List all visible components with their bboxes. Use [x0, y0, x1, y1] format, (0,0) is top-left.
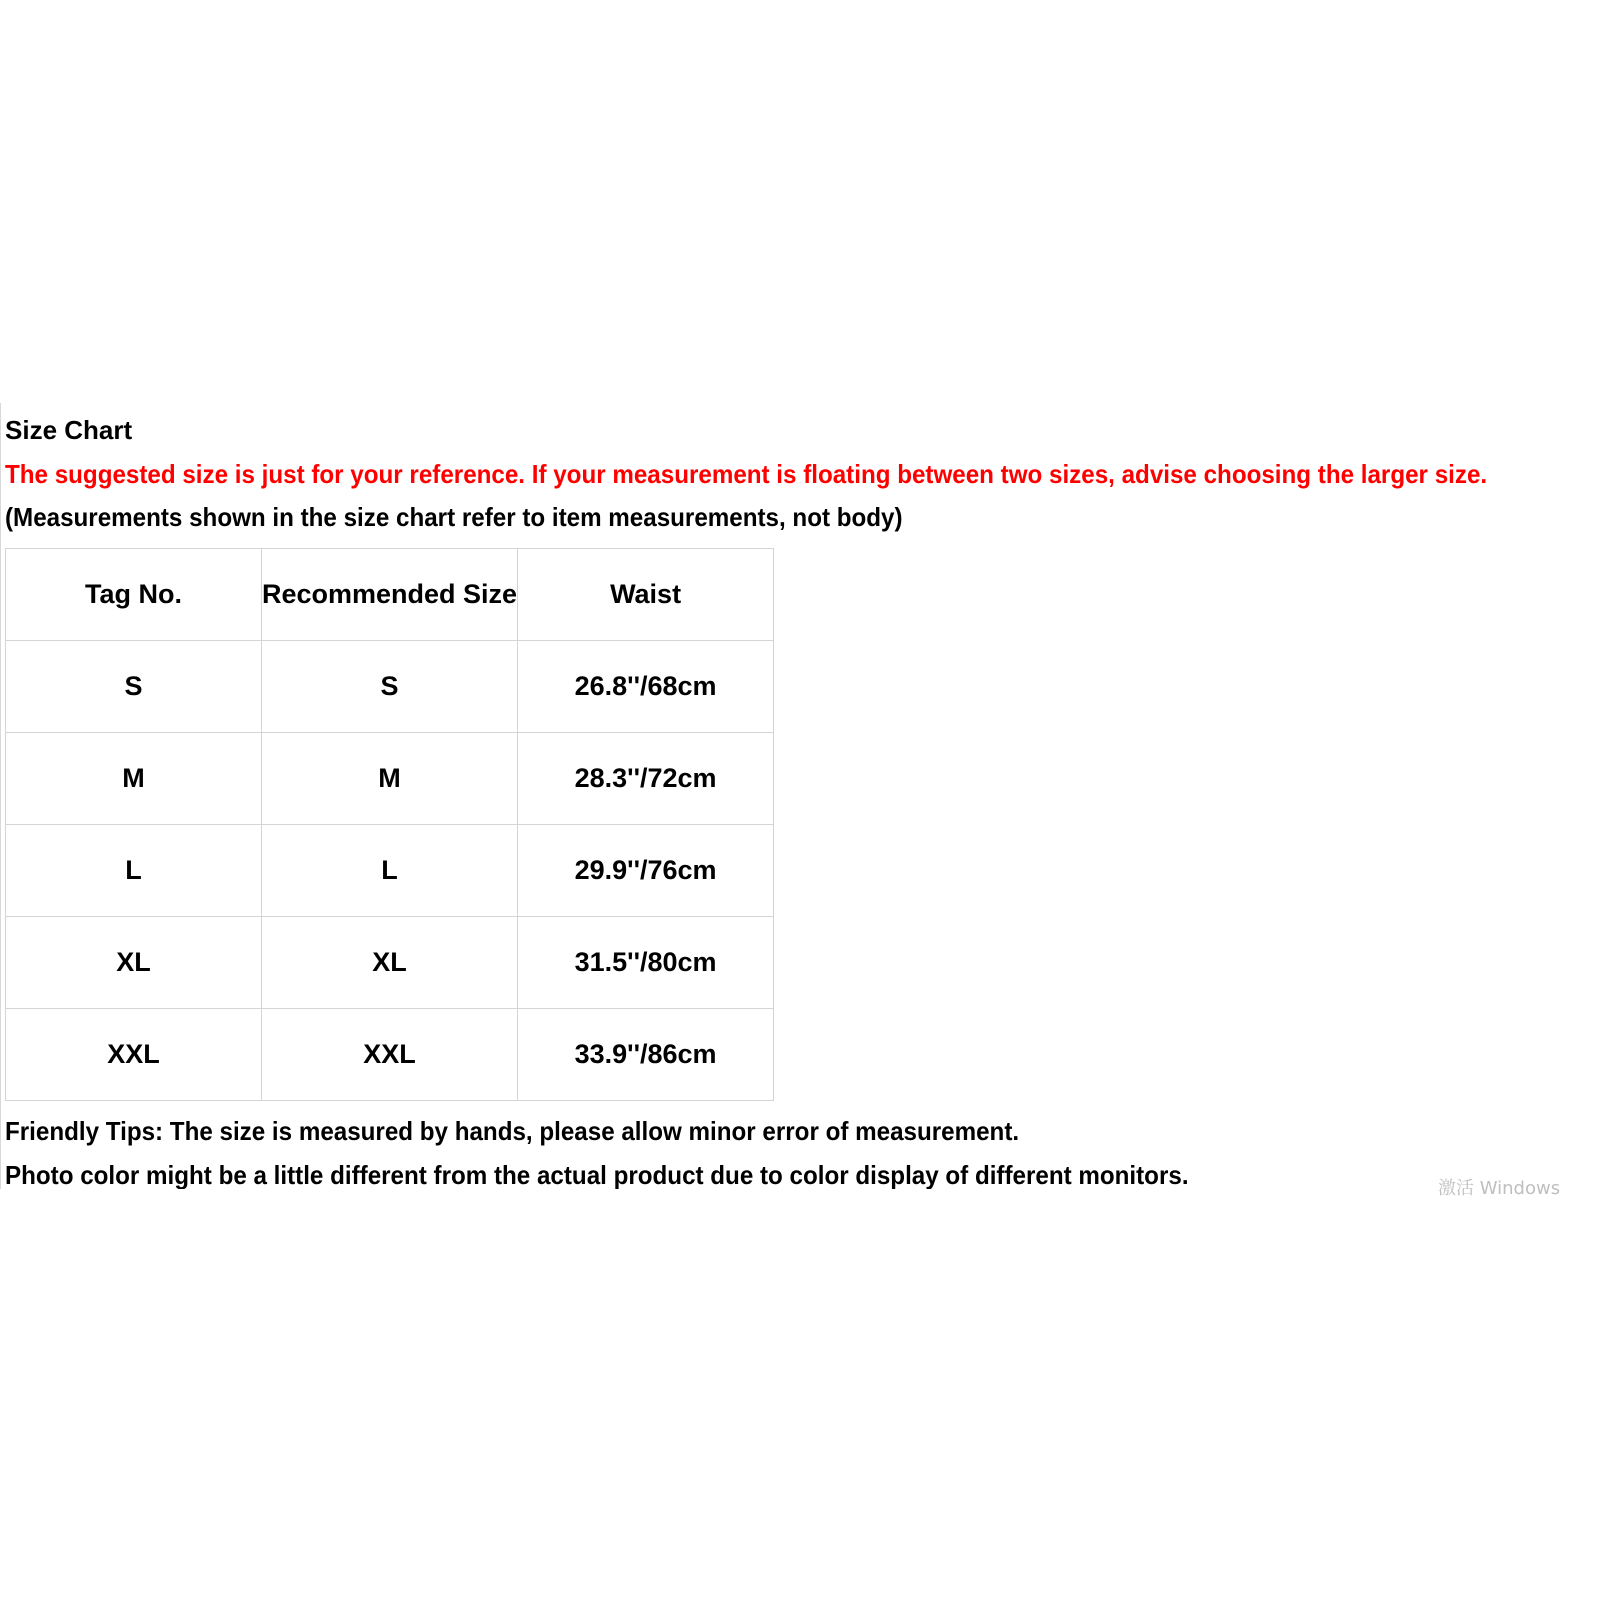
recommended-size-cell: L	[262, 825, 518, 917]
tag-cell: L	[6, 825, 262, 917]
windows-activation-watermark: 激活 Windows	[1438, 1178, 1561, 1199]
waist-cell: 33.9''/86cm	[518, 1009, 774, 1101]
size-chart-panel	[0, 403, 1600, 1189]
tag-cell: XXL	[6, 1009, 262, 1101]
tag-cell: M	[6, 733, 262, 825]
color-disclaimer: Photo color might be a little different from the actual product due to color display of different monitors.	[5, 1160, 1189, 1189]
header-recommended-size: Recommended Size	[262, 549, 518, 641]
friendly-tip: Friendly Tips: The size is measured by hands, please allow minor error of measurement.	[5, 1116, 1020, 1146]
size-chart-title: Size Chart	[5, 415, 133, 445]
table-row	[6, 1009, 774, 1101]
size-notice: The suggested size is just for your reference. If your measurement is floating between two sizes, advise choosing the larger size.	[5, 459, 1488, 489]
measurement-note: (Measurements shown in the size chart refer to item measurements, not body)	[5, 502, 903, 532]
tag-cell: XL	[6, 917, 262, 1009]
recommended-size-cell: XXL	[262, 1009, 518, 1101]
waist-cell: 31.5''/80cm	[518, 917, 774, 1009]
recommended-size-cell: M	[262, 733, 518, 825]
recommended-size-cell: XL	[262, 917, 518, 1009]
size-table	[5, 548, 774, 1101]
waist-cell: 29.9''/76cm	[518, 825, 774, 917]
tag-cell: S	[6, 641, 262, 733]
recommended-size-cell: S	[262, 641, 518, 733]
table-row	[6, 825, 774, 917]
header-waist: Waist	[518, 549, 774, 641]
table-row	[6, 641, 774, 733]
waist-cell: 26.8''/68cm	[518, 641, 774, 733]
table-row	[6, 917, 774, 1009]
table-header-row	[6, 549, 774, 641]
header-tag-no: Tag No.	[6, 549, 262, 641]
table-row	[6, 733, 774, 825]
waist-cell: 28.3''/72cm	[518, 733, 774, 825]
